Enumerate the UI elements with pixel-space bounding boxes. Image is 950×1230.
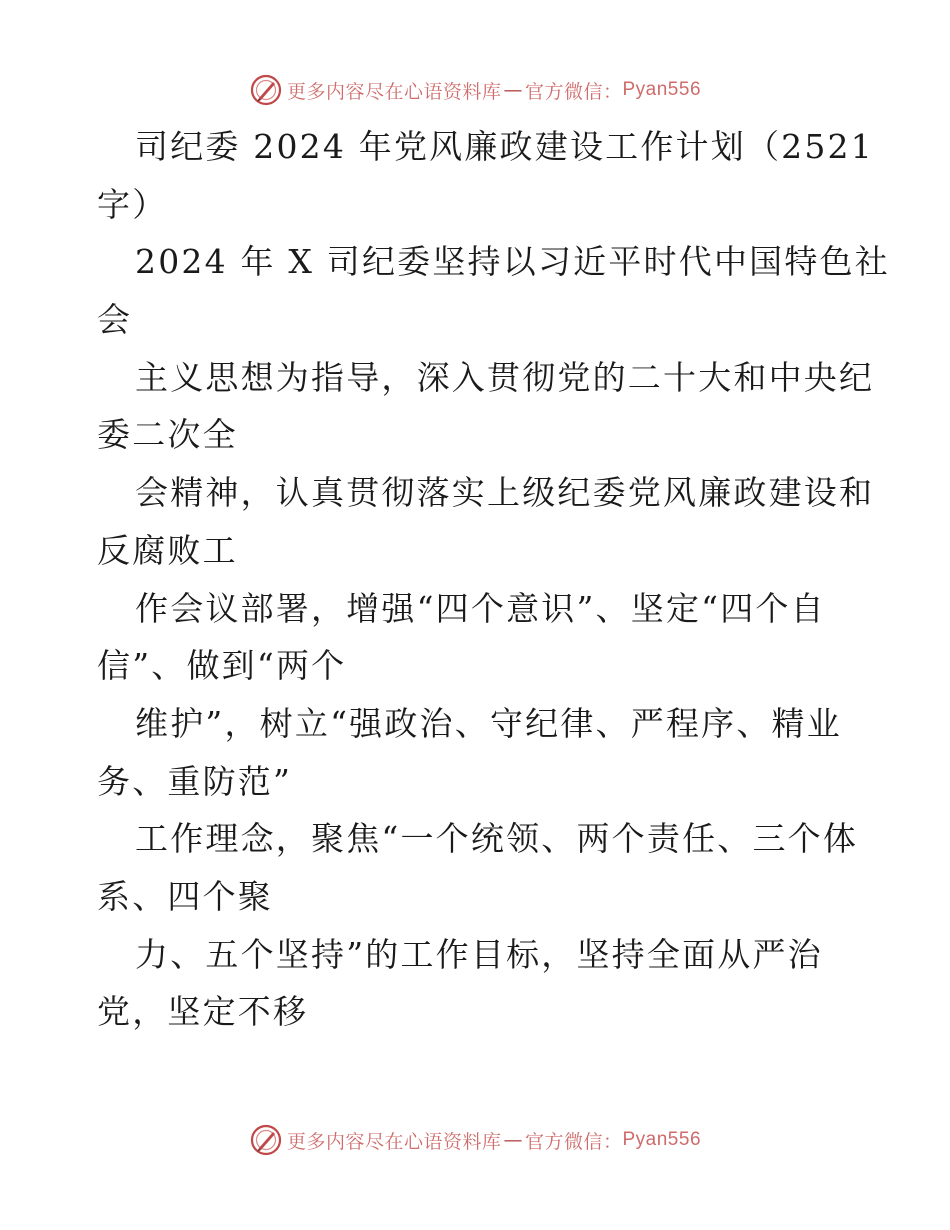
paragraph-line: 力、五个坚持”的工作目标，坚持全面从严治 [135,934,823,974]
paragraph-line: 会精神，认真贯彻落实上级纪委党风廉政建设和 [135,473,875,513]
paragraph-line: 委二次全 [97,415,238,455]
quill-logo-icon [249,1123,283,1157]
paragraph-line: 主义思想为指导，深入贯彻党的二十大和中央纪 [135,357,875,397]
paragraph-line: 党，坚定不移 [97,992,309,1032]
document-title-line-2: 字） [97,184,168,224]
watermark-contact-id: Pyan556 [622,1129,702,1150]
watermark-contact-id: Pyan556 [622,79,702,100]
paragraph-line: 反腐败工 [97,530,238,570]
paragraph-line: 作会议部署，增强“四个意识”、坚定“四个自 [135,588,826,628]
watermark-dash: — [503,1129,523,1151]
watermark-site-text: 更多内容尽在心语资料库 [286,1130,502,1153]
watermark-header [0,70,950,110]
quill-logo-icon [249,73,283,107]
watermark-site-text: 更多内容尽在心语资料库 [286,80,502,103]
watermark-contact-text: 官方微信： [524,1130,623,1153]
paragraph-line: 系、四个聚 [97,876,273,916]
document-body [97,118,890,1041]
paragraph-line: 务、重防范” [97,761,293,801]
paragraph-line: 工作理念，聚焦“一个统领、两个责任、三个体 [135,819,859,859]
watermark-contact-text: 官方微信： [524,80,623,103]
paragraph-line: 会 [97,300,133,340]
paragraph-line: 2024 年 X 司纪委坚持以习近平时代中国特色社 [135,242,890,282]
paragraph-line: 维护”，树立“强政治、守纪律、严程序、精业 [135,703,842,743]
paragraph-line: 信”、做到“两个 [97,646,347,686]
watermark-dash: — [503,79,523,101]
document-title-line-1: 司纪委 2024 年党风廉政建设工作计划（2521 [135,127,874,166]
watermark-footer [0,1120,950,1160]
